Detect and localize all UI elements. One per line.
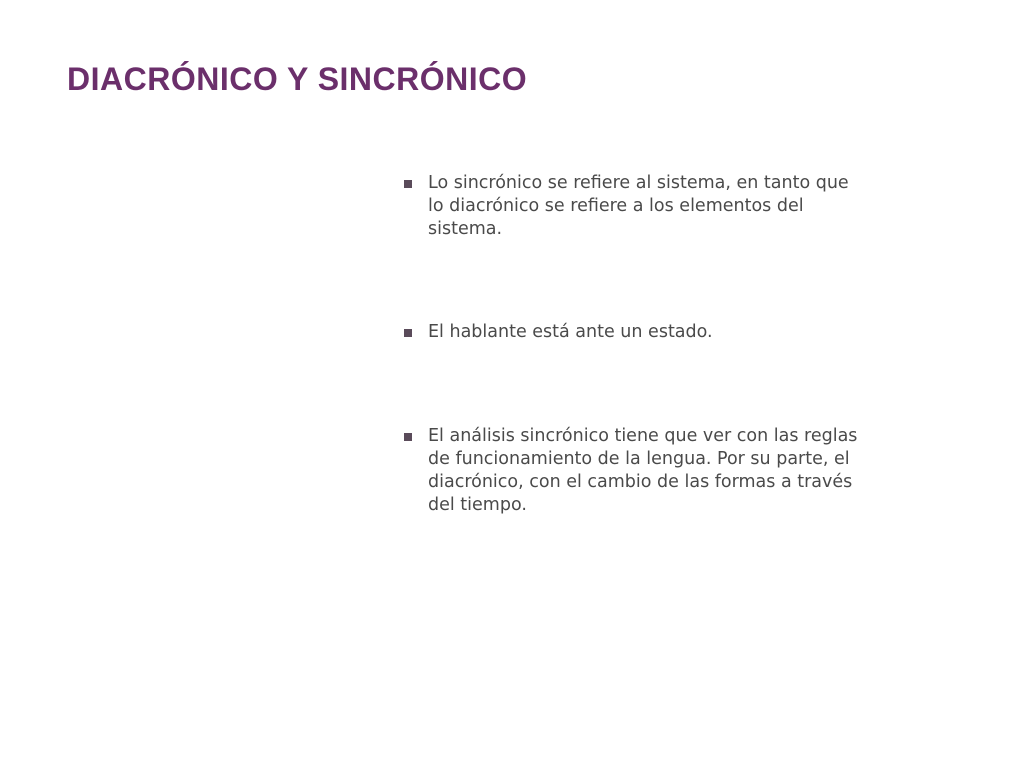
bullet-item [404,425,864,517]
bullet-item [404,172,864,241]
bullet-text: El análisis sincrónico tiene que ver con las reglas de funcionamiento de la lengua. Por su parte, el diacrónico, con el cambio de las formas a través del tiempo. [428,426,858,515]
slide-title: DIACRÓNICO Y SINCRÓNICO [67,61,528,97]
square-bullet-icon [404,180,412,188]
square-bullet-icon [404,329,412,337]
bullet-text: Lo sincrónico se refiere al sistema, en tanto que lo diacrónico se refiere a los elementos del sistema. [428,173,849,239]
bullet-item [404,321,864,344]
bullet-text: El hablante está ante un estado. [428,322,713,342]
square-bullet-icon [404,433,412,441]
